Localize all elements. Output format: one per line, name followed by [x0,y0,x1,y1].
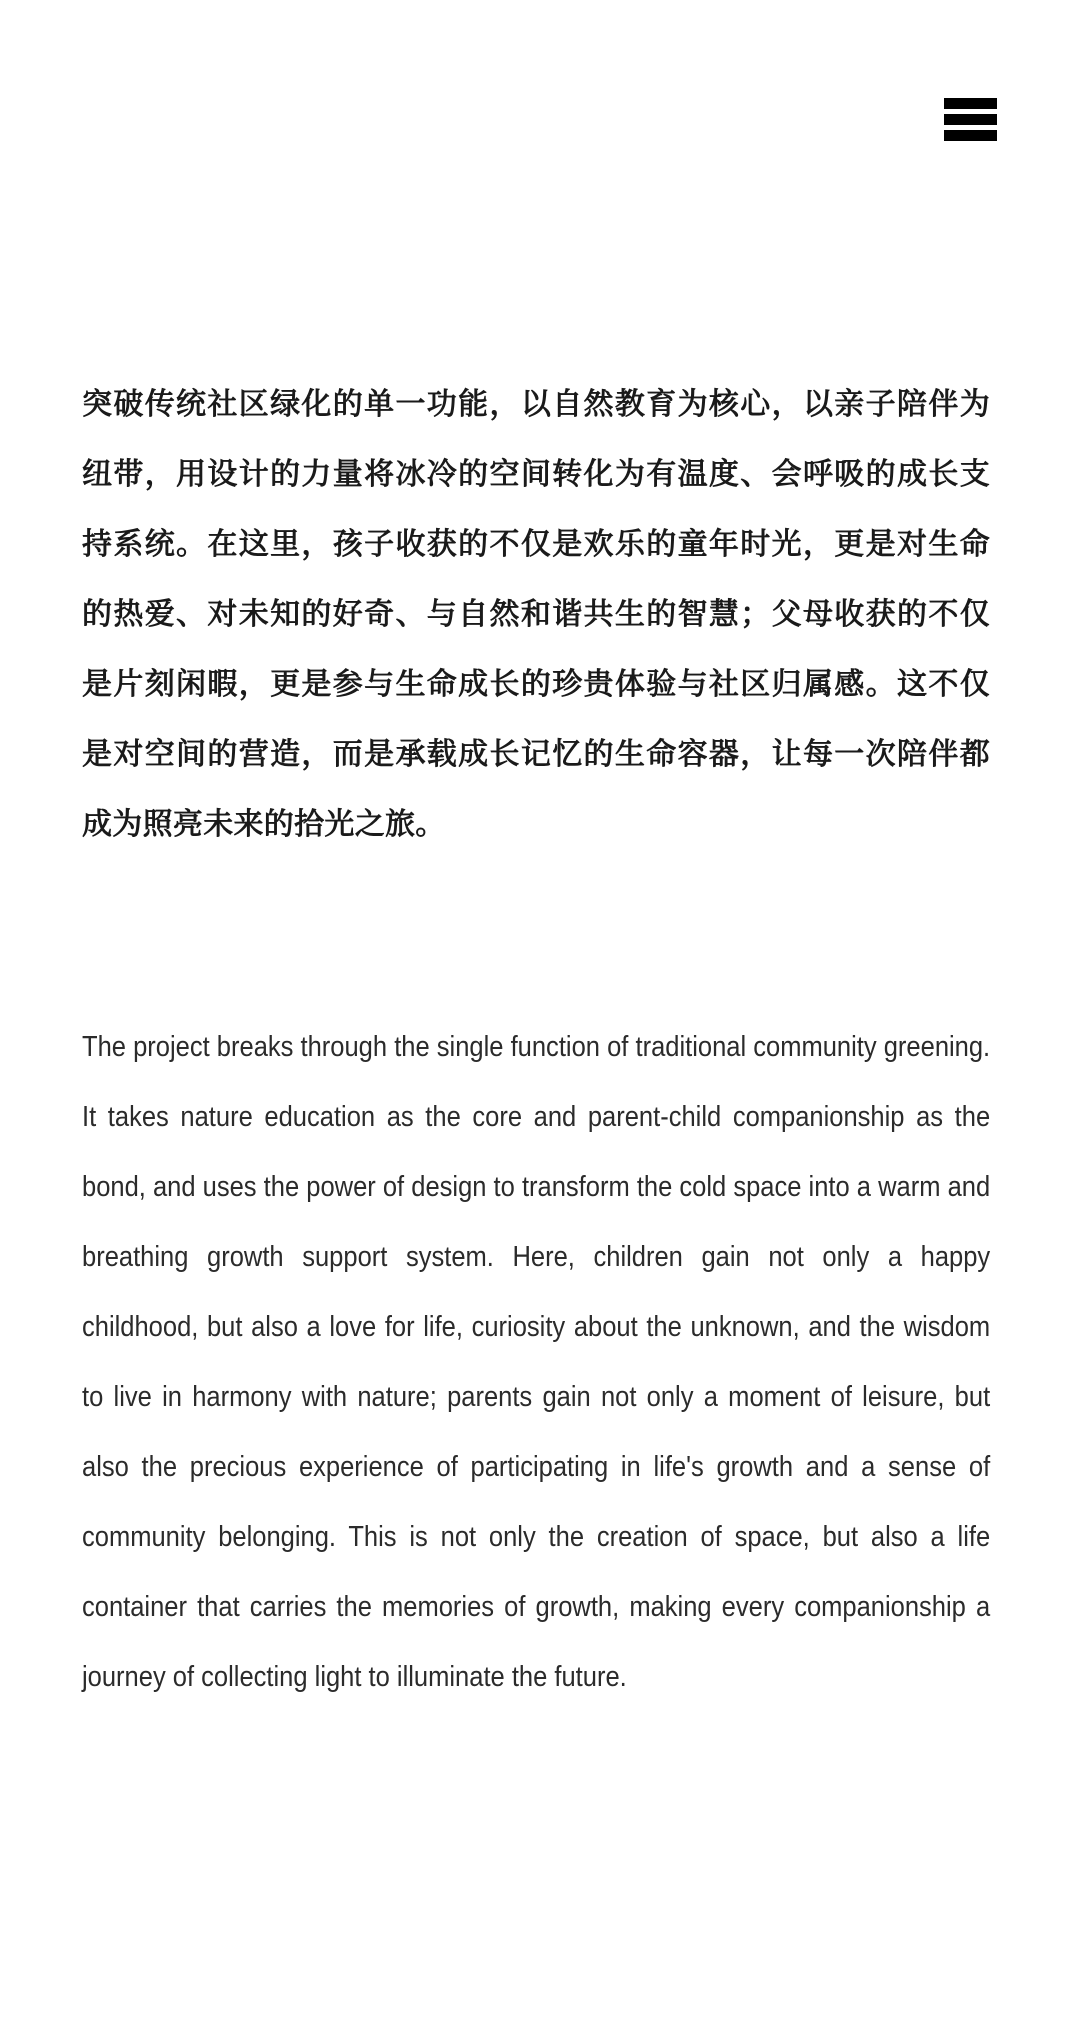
description-paragraph-english: The project breaks through the single function of traditional community greening. It takes nature education as the core and parent-child companionship as the bond, and uses the power of design to transform the cold space into a warm and breathing growth support system. Here, children gain not only a happy childhood, but also a love for life, curiosity about the unknown, and the wisdom to live in harmony with nature; parents gain not only a moment of leisure, but also the precious experience of participating in life's growth and a sense of community belonging. This is not only the creation of space, but also a life container that carries the memories of growth, making every companionship a journey of collecting light to illuminate the future. [82,1031,991,1693]
page-header [0,0,1080,250]
hamburger-menu-icon[interactable] [944,98,1012,158]
hamburger-bar-3 [944,130,997,141]
hamburger-bar-1 [944,98,997,109]
hamburger-bar-2 [944,114,997,125]
description-paragraph-chinese: 突破传统社区绿化的单一功能，以自然教育为核心，以亲子陪伴为纽带，用设计的力量将冰冷的空间转化为有温度、会呼吸的成长支持系统。在这里，孩子收获的不仅是欢乐的童年时光，更是对生命的热爱、对未知的好奇、与自然和谐共生的智慧；父母收获的不仅是片刻闲暇，更是参与生命成长的珍贵体验与社区归属感。这不仅是对空间的营造，而是承载成长记忆的生命容器，让每一次陪伴都成为照亮未来的拾光之旅。 [82,388,990,841]
